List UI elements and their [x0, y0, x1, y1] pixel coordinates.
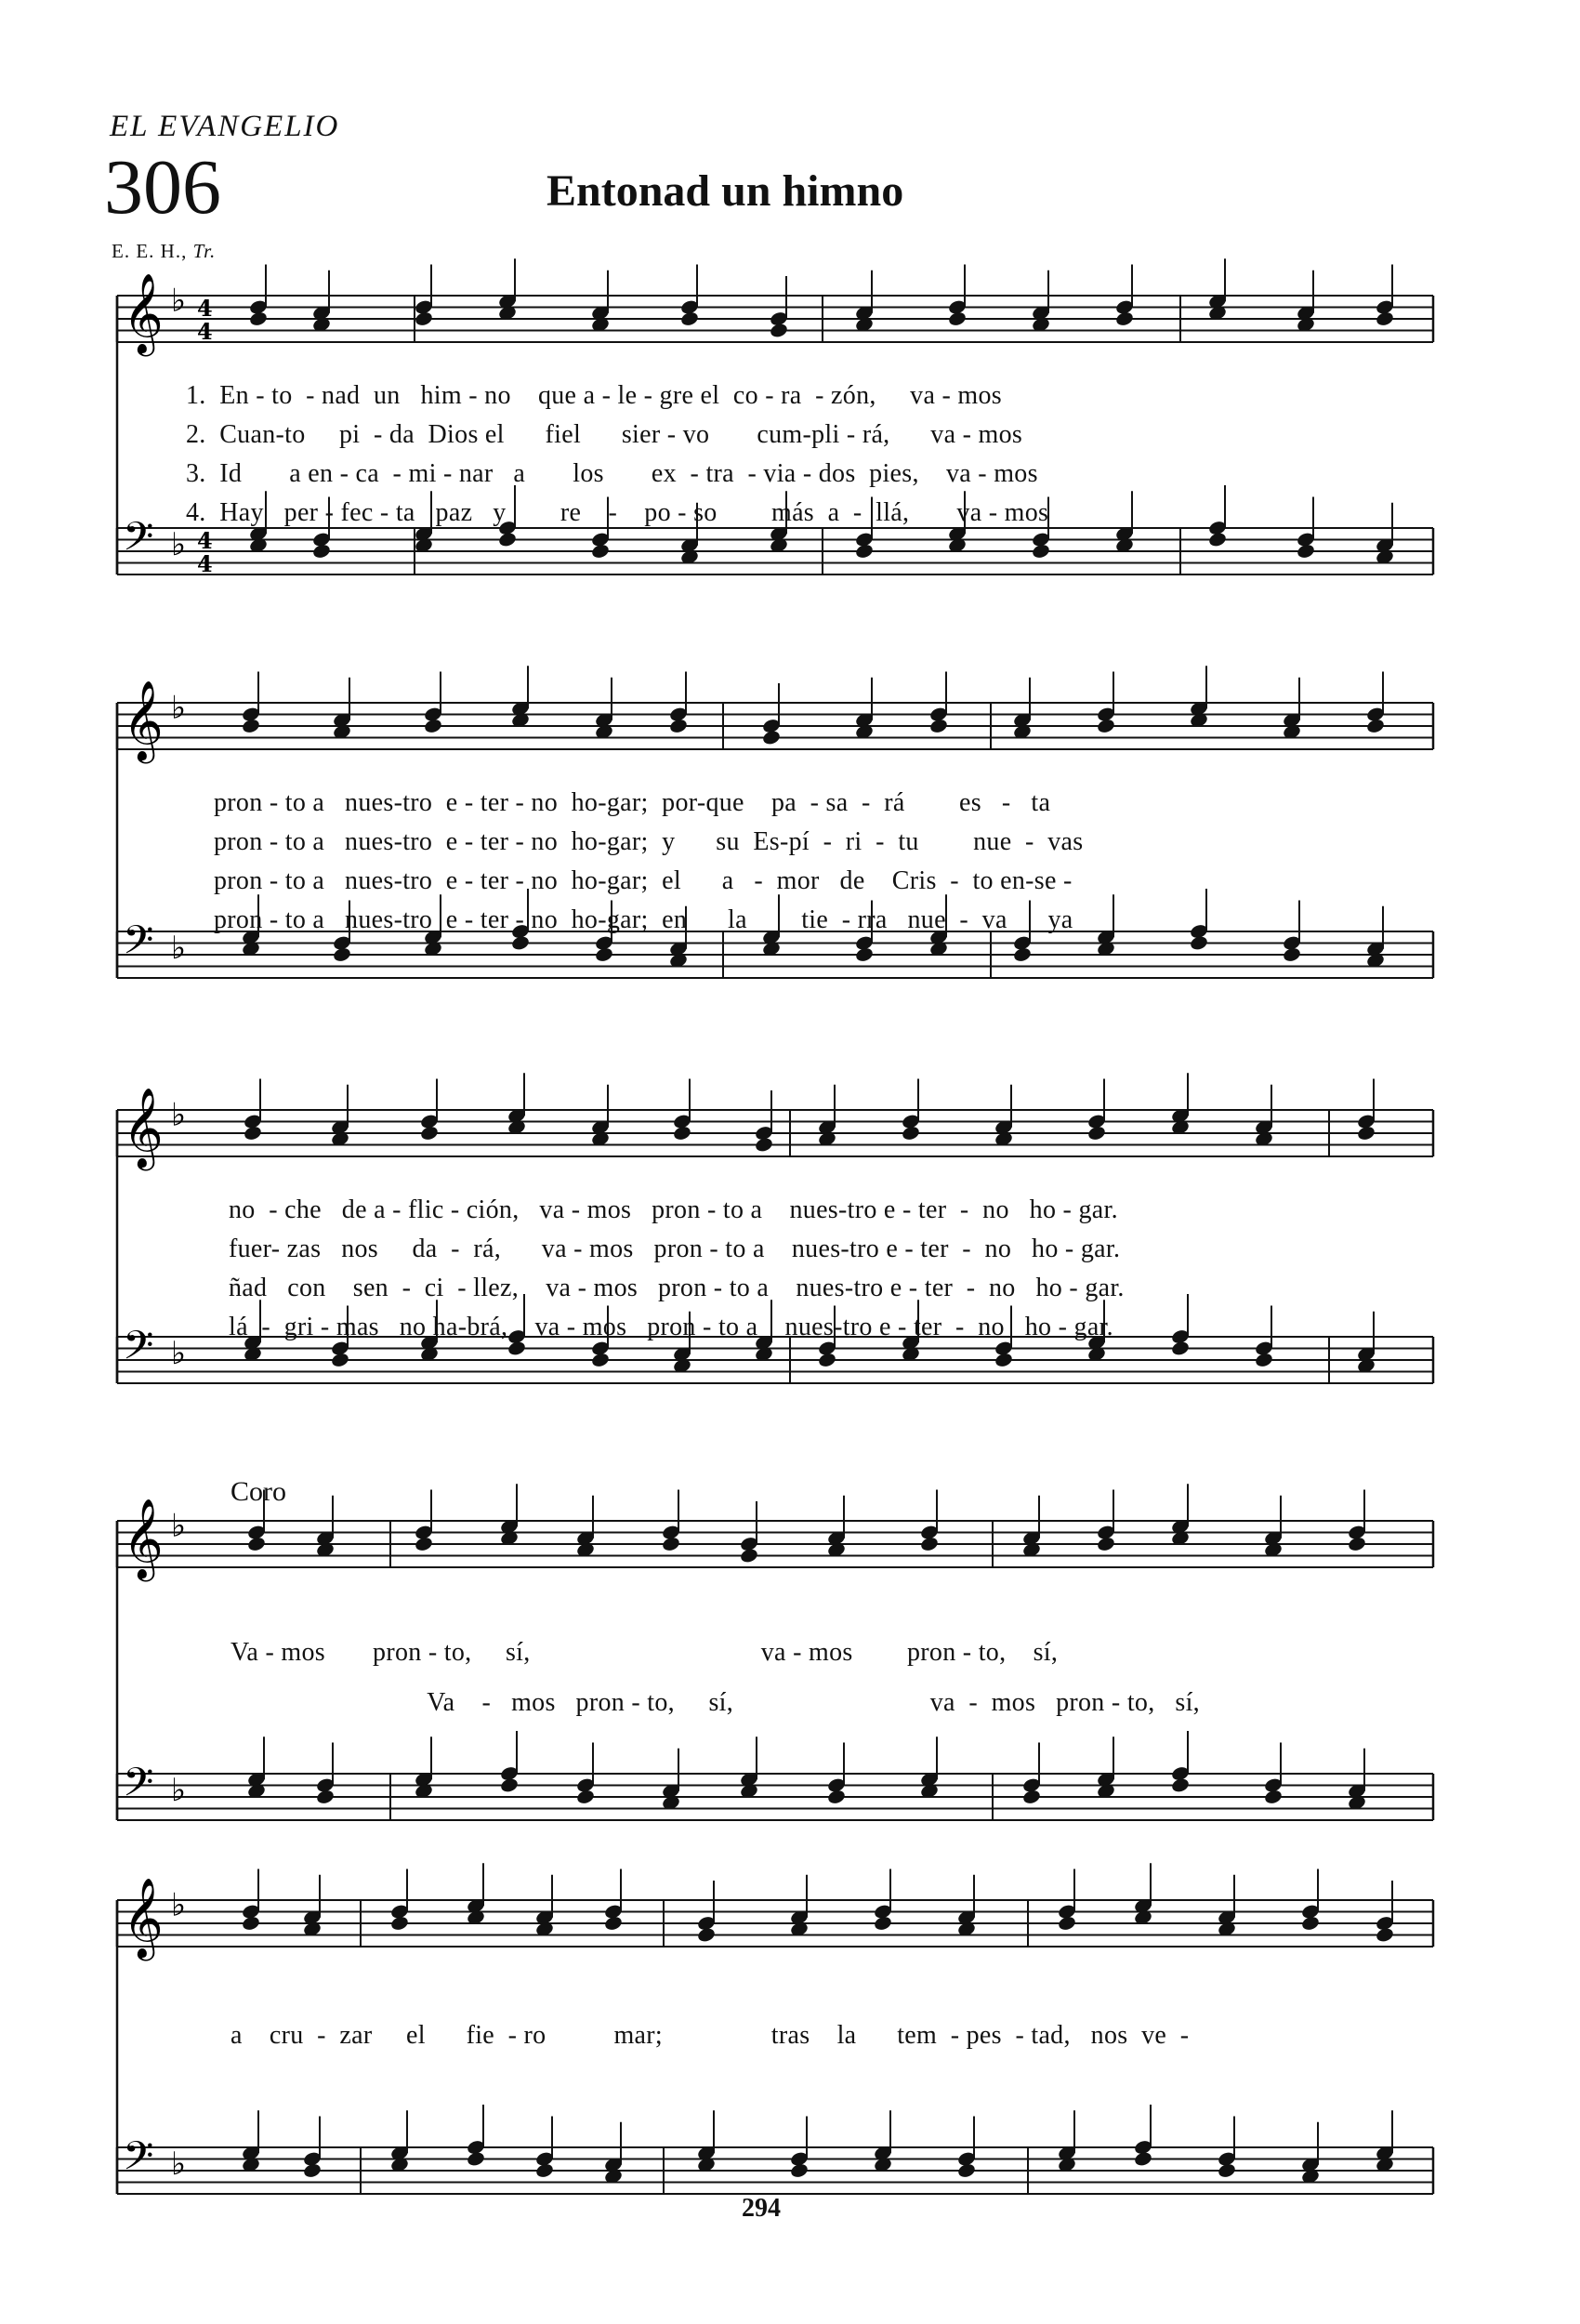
bass-clef: 𝄢 — [123, 514, 154, 570]
note-head — [1086, 1125, 1106, 1142]
lyric-line: 1. En - to - nad un him - no que a - le - gre el co - ra - zón, va - mos — [186, 381, 1002, 410]
note-head — [414, 1536, 433, 1552]
key-signature-flat: ♭ — [171, 1507, 187, 1545]
note-head — [332, 946, 351, 963]
chorus-label: Coro — [230, 1476, 286, 1507]
treble-clef: 𝄞 — [123, 680, 164, 760]
time-signature: 4 — [197, 527, 213, 554]
note-head — [1217, 2162, 1236, 2179]
note-head — [1057, 1915, 1076, 1932]
note-head — [754, 1136, 773, 1153]
note-head — [901, 1125, 920, 1142]
note-head — [1021, 1789, 1041, 1805]
note-head — [1170, 1340, 1190, 1356]
note-head — [1375, 1926, 1394, 1943]
note-head — [956, 2162, 976, 2179]
note-head — [330, 1352, 349, 1368]
page-number: 294 — [742, 2194, 781, 2223]
bass-clef: 𝄢 — [123, 918, 154, 973]
note-head — [854, 543, 874, 560]
note-head — [928, 718, 948, 734]
note-head — [1347, 1536, 1366, 1552]
lyric-line: fuer- zas nos da - rá, va - mos pron - to a nues-tro e - ter - no ho - gar. — [229, 1235, 1121, 1263]
note-head — [1133, 2150, 1152, 2167]
note-head — [826, 1789, 846, 1805]
note-head — [499, 1776, 519, 1793]
hymn-number: 306 — [104, 144, 221, 231]
note-head — [419, 1125, 439, 1142]
time-signature: 4 — [197, 295, 213, 322]
note-head — [241, 1915, 260, 1932]
note-head — [603, 1915, 623, 1932]
lyric-line: 3. Id a en - ca - mi - nar a los ex - tra - via - dos pies, va - mos — [186, 459, 1038, 488]
key-signature-flat: ♭ — [171, 689, 187, 727]
lyric-line: a cru - zar el fie - ro mar; tras la tem - pes - tad, nos ve - — [230, 2021, 1190, 2050]
note-head — [1207, 531, 1227, 548]
key-signature-flat: ♭ — [171, 525, 187, 563]
note-head — [1012, 946, 1032, 963]
lyric-line: no - che de a - flic - ción, va - mos pron - to a nues-tro e - ter - no ho - gar. — [229, 1195, 1118, 1224]
note-head — [575, 1789, 595, 1805]
treble-clef: 𝄞 — [123, 1499, 164, 1578]
note-head — [994, 1352, 1013, 1368]
note-head — [769, 322, 788, 338]
note-head — [241, 718, 260, 734]
note-head — [248, 310, 268, 327]
note-head — [919, 1536, 939, 1552]
note-head — [466, 2150, 485, 2167]
note-head — [1096, 718, 1115, 734]
note-head — [1254, 1352, 1273, 1368]
note-head — [1096, 1536, 1115, 1552]
key-signature-flat: ♭ — [171, 1886, 187, 1924]
note-head — [739, 1547, 758, 1564]
time-signature: 4 — [197, 318, 213, 345]
note-head — [696, 1926, 716, 1943]
lyric-line: pron - to a nues-tro e - ter - no ho-gar; por-que pa - sa - rá es - ta — [214, 788, 1051, 817]
hymn-title: Entonad un himno — [546, 166, 904, 216]
note-head — [1375, 310, 1394, 327]
note-head — [789, 2162, 809, 2179]
note-head — [590, 1352, 610, 1368]
note-head — [1114, 310, 1134, 327]
note-head — [497, 531, 517, 548]
lyric-line: ñad con sen - ci - llez, va - mos pron - to a nues-tro e - ter - no ho - gar. — [229, 1274, 1125, 1302]
lyric-line: pron - to a nues-tro e - ter - no ho-gar; el a - mor de Cris - to en-se - — [214, 866, 1073, 895]
bass-clef: 𝄢 — [123, 1760, 154, 1816]
note-head — [389, 1915, 409, 1932]
treble-clef: 𝄞 — [123, 1088, 164, 1168]
note-head — [947, 310, 967, 327]
key-signature-flat: ♭ — [171, 2145, 187, 2183]
note-head — [1031, 543, 1050, 560]
lyric-line: Va - mos pron - to, sí, va - mos pron - to, sí, — [230, 1638, 1059, 1667]
key-signature-flat: ♭ — [171, 1771, 187, 1809]
time-signature: 4 — [197, 550, 213, 577]
note-head — [854, 946, 874, 963]
key-signature-flat: ♭ — [171, 282, 187, 320]
note-head — [873, 1915, 892, 1932]
note-head — [1296, 543, 1315, 560]
note-head — [311, 543, 331, 560]
bass-clef: 𝄢 — [123, 2133, 154, 2189]
note-head — [423, 718, 442, 734]
note-head — [246, 1536, 266, 1552]
note-head — [1282, 946, 1301, 963]
note-head — [414, 310, 433, 327]
lyric-line: Va - mos pron - to, sí, va - mos pron - to, sí, — [230, 1688, 1200, 1717]
treble-clef: 𝄞 — [123, 273, 164, 353]
note-head — [761, 729, 781, 746]
note-head — [661, 1536, 680, 1552]
note-head — [510, 934, 530, 951]
note-head — [534, 2162, 554, 2179]
note-head — [315, 1789, 335, 1805]
note-head — [817, 1352, 836, 1368]
note-head — [679, 310, 699, 327]
note-head — [1356, 1125, 1376, 1142]
note-head — [1263, 1789, 1283, 1805]
lyric-line: 4. Hay per - fec - ta paz y re - po - so más a - llá, va - mos — [186, 498, 1049, 527]
note-head — [590, 543, 610, 560]
key-signature-flat: ♭ — [171, 929, 187, 967]
credit-initials: E. E. H., — [112, 240, 188, 262]
credit-suffix: Tr. — [192, 240, 217, 262]
lyric-line: 2. Cuan-to pi - da Dios el fiel sier - vo cum-pli - rá, va - mos — [186, 420, 1023, 449]
note-head — [668, 718, 688, 734]
note-head — [302, 2162, 322, 2179]
lyric-line: pron - to a nues-tro e - ter - no ho-gar; en la tie - rra nue - va ya — [214, 905, 1073, 934]
lyric-line: lá - gri - mas no ha-brá, va - mos pron - to a nues-tro e - ter - no ho - gar. — [229, 1313, 1113, 1341]
key-signature-flat: ♭ — [171, 1334, 187, 1372]
key-signature-flat: ♭ — [171, 1096, 187, 1134]
note-head — [1300, 1915, 1320, 1932]
bass-clef: 𝄢 — [123, 1323, 154, 1379]
note-head — [243, 1125, 262, 1142]
section-title: EL EVANGELIO — [110, 110, 340, 143]
note-head — [594, 946, 613, 963]
note-head — [1170, 1776, 1190, 1793]
note-head — [1189, 934, 1208, 951]
note-head — [1365, 718, 1385, 734]
lyric-line: pron - to a nues-tro e - ter - no ho-gar; y su Es-pí - ri - tu nue - vas — [214, 827, 1084, 856]
note-head — [672, 1125, 691, 1142]
treble-clef: 𝄞 — [123, 1878, 164, 1958]
note-head — [507, 1340, 526, 1356]
